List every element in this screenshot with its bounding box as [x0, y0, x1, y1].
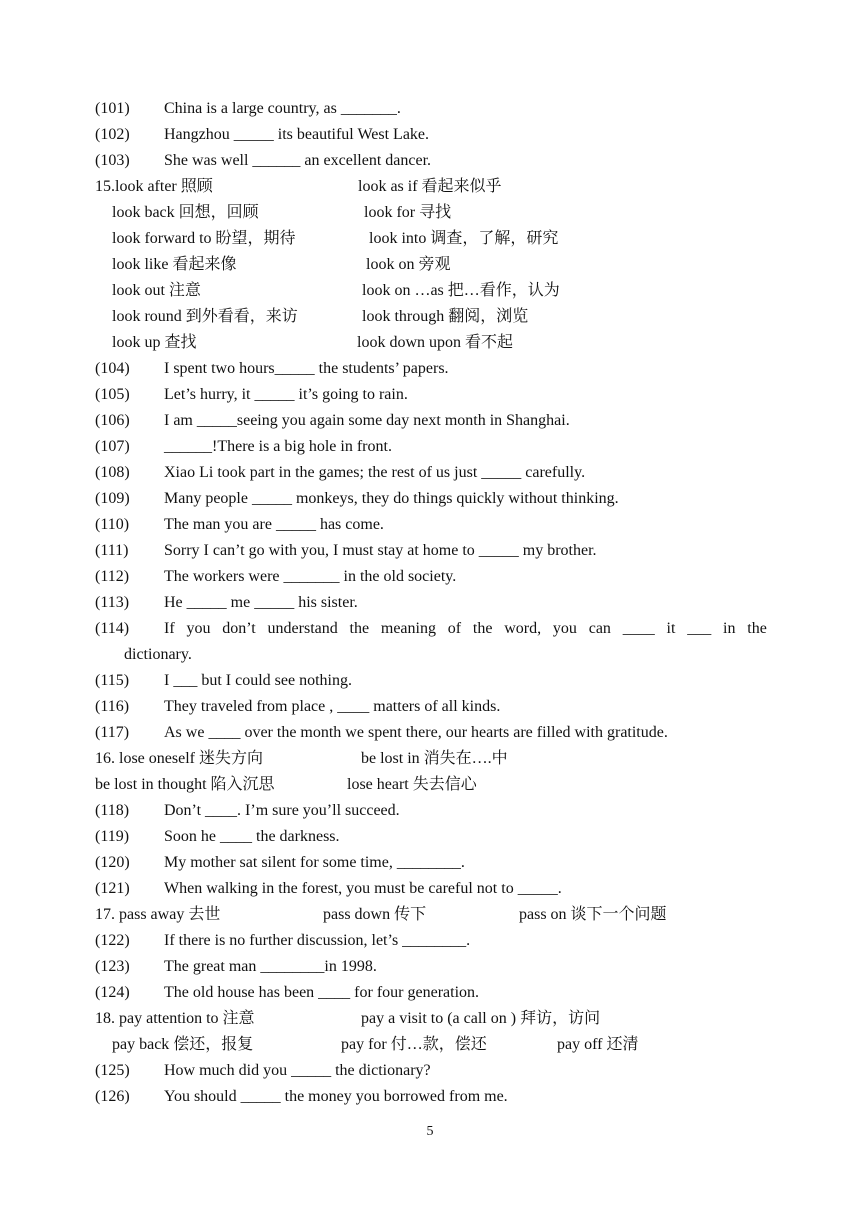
question-number: (114) — [95, 620, 130, 637]
phrase-entry: look back 回想，回顾 — [112, 204, 259, 221]
phrase-entry: be lost in thought 陷入沉思 — [95, 776, 275, 793]
question-number: (120) — [95, 854, 130, 871]
question-text: My mother sat silent for some time, ________. — [164, 854, 465, 871]
word: If — [164, 620, 175, 637]
question-number: (101) — [95, 100, 130, 117]
question-text: The old house has been ____ for four generation. — [164, 984, 480, 1001]
question-number: (107) — [95, 438, 130, 455]
word: it — [666, 620, 676, 637]
question-text: I ___ but I could see nothing. — [164, 672, 352, 689]
phrase-entry: lose heart 失去信心 — [347, 776, 477, 793]
phrase-entry: look on 旁观 — [366, 256, 451, 273]
phrase-entry: look round 到外看看，来访 — [112, 308, 298, 325]
question-text: Soon he ____ the darkness. — [164, 828, 340, 845]
word: the — [472, 620, 493, 637]
question-number: (106) — [95, 412, 130, 429]
question-number: (117) — [95, 724, 130, 741]
question-number: (115) — [95, 672, 130, 689]
phrase-entry: 15.look after 照顾 — [95, 178, 213, 195]
question-number: (116) — [95, 698, 130, 715]
word: understand — [267, 620, 338, 637]
question-text: As we ____ over the month we spent there, our hearts are filled with gratitude. — [164, 724, 668, 741]
phrase-entry: pay off 还清 — [557, 1036, 639, 1053]
question-number: (103) — [95, 152, 130, 169]
word: word, — [504, 620, 542, 637]
phrase-entry: look as if 看起来似乎 — [358, 178, 502, 195]
question-number: (121) — [95, 880, 130, 897]
question-number: (111) — [95, 542, 129, 559]
question-text: Xiao Li took part in the games; the rest of us just _____ carefully. — [164, 464, 586, 481]
word: ____ — [622, 620, 655, 637]
question-text: You should _____ the money you borrowed from me. — [164, 1088, 508, 1105]
question-number: (104) — [95, 360, 130, 377]
question-text: When walking in the forest, you must be careful not to _____. — [164, 880, 562, 897]
question-number: (108) — [95, 464, 130, 481]
phrase-entry: pay for 付…款，偿还 — [341, 1036, 487, 1053]
question-text: Don’t ____. I’m sure you’ll succeed. — [164, 802, 400, 819]
word: ___ — [687, 620, 712, 637]
question-text: She was well ______ an excellent dancer. — [164, 152, 432, 169]
phrase-entry: 17. pass away 去世 — [95, 906, 221, 923]
phrase-entry: look like 看起来像 — [112, 256, 237, 273]
question-number: (113) — [95, 594, 130, 611]
question-text: The man you are _____ has come. — [164, 516, 384, 533]
phrase-entry: pass down 传下 — [323, 906, 427, 923]
question-number: (110) — [95, 516, 130, 533]
question-number: (109) — [95, 490, 130, 507]
question-number: (105) — [95, 386, 130, 403]
question-text: He _____ me _____ his sister. — [164, 594, 358, 611]
question-number: (123) — [95, 958, 130, 975]
question-text: Sorry I can’t go with you, I must stay at home to _____ my brother. — [164, 542, 597, 559]
word: don’t — [222, 620, 256, 637]
question-text: How much did you _____ the dictionary? — [164, 1062, 431, 1079]
word: you — [186, 620, 211, 637]
phrase-entry: 16. lose oneself 迷失方向 — [95, 750, 263, 767]
question-text: I am _____seeing you again some day next month in Shanghai. — [164, 412, 570, 429]
phrase-entry: be lost in 消失在….中 — [361, 750, 508, 767]
word: of — [447, 620, 462, 637]
phrase-entry: look forward to 盼望，期待 — [112, 230, 296, 247]
phrase-entry: look into 调查，了解，研究 — [369, 230, 559, 247]
question-text: ______!There is a big hole in front. — [164, 438, 392, 455]
phrase-entry: look for 寻找 — [364, 204, 452, 221]
question-text: Many people _____ monkeys, they do things quickly without thinking. — [164, 490, 619, 507]
question-number: (118) — [95, 802, 130, 819]
question-number: (125) — [95, 1062, 130, 1079]
question-number: (124) — [95, 984, 130, 1001]
word: you — [552, 620, 577, 637]
word: the — [349, 620, 370, 637]
phrase-entry: pay a visit to (a call on ) 拜访，访问 — [361, 1010, 601, 1027]
phrase-entry: look down upon 看不起 — [357, 334, 514, 351]
question-number: (122) — [95, 932, 130, 949]
question-text: China is a large country, as _______. — [164, 100, 401, 117]
question-text: They traveled from place , ____ matters of all kinds. — [164, 698, 501, 715]
page-number: 5 — [426, 1124, 434, 1139]
question-text: Hangzhou _____ its beautiful West Lake. — [164, 126, 430, 143]
word: meaning — [380, 620, 436, 637]
phrase-entry: look out 注意 — [112, 282, 201, 299]
question-number: (112) — [95, 568, 130, 585]
word: in — [723, 620, 736, 637]
phrase-entry: pass on 谈下一个问题 — [519, 906, 667, 923]
question-continuation: dictionary. — [124, 646, 192, 663]
phrase-entry: pay back 偿还，报复 — [112, 1036, 254, 1053]
phrase-entry: look through 翻阅，浏览 — [362, 308, 529, 325]
question-text: Let’s hurry, it _____ it’s going to rain. — [164, 386, 408, 403]
phrase-entry: look on …as 把…看作，认为 — [362, 282, 560, 299]
question-number: (119) — [95, 828, 130, 845]
question-text — [164, 616, 767, 642]
word: can — [588, 620, 611, 637]
question-text: I spent two hours_____ the students’ papers. — [164, 360, 449, 377]
phrase-entry: 18. pay attention to 注意 — [95, 1010, 255, 1027]
word: the — [747, 620, 767, 637]
question-number: (102) — [95, 126, 130, 143]
question-text: If there is no further discussion, let’s ________. — [164, 932, 471, 949]
question-text: The workers were _______ in the old society. — [164, 568, 457, 585]
phrase-entry: look up 查找 — [112, 334, 197, 351]
question-text: The great man ________in 1998. — [164, 958, 377, 975]
question-number: (126) — [95, 1088, 130, 1105]
